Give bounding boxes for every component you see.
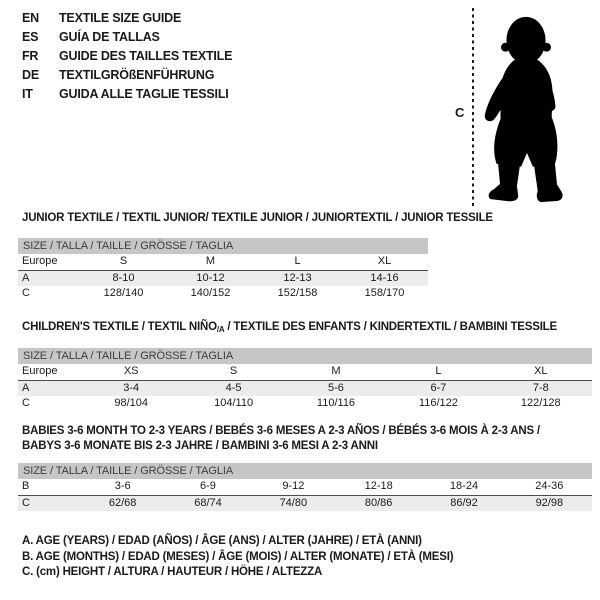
size-cell: XS	[123, 365, 139, 377]
table-row-age	[18, 381, 592, 397]
junior-table-title: JUNIOR TEXTILE / TEXTIL JUNIOR/ TEXTILE JUNIOR / JUNIORTEXTIL / JUNIOR TESSILE	[22, 212, 493, 224]
value-cell: 158/170	[364, 287, 405, 299]
value-cell: 104/110	[214, 397, 254, 409]
size-header-bar: SIZE / TALLA / TAILLE / GRÖSSE / TAGLIA	[18, 348, 592, 364]
value-cell: 86/92	[450, 496, 478, 509]
value-cell: 140/152	[190, 287, 231, 299]
table-row-sizes	[18, 254, 428, 271]
language-row-en	[22, 9, 232, 28]
legend-line-a: A. AGE (YEARS) / EDAD (AÑOS) / ÂGE (ANS) / ALTER (JAHRE) / ETÀ (ANNI)	[22, 535, 422, 547]
baby-silhouette-icon	[477, 8, 575, 206]
legend-line-c: C. (cm) HEIGHT / ALTURA / HAUTEUR / HÖHE / ALTEZZA	[22, 566, 323, 578]
value-cell: 3-4	[123, 381, 140, 394]
height-measure-label: C	[455, 105, 465, 120]
value-cell: 5-6	[328, 381, 344, 394]
region-label: Europe	[22, 255, 58, 267]
language-code: FR	[22, 49, 39, 63]
language-title: GUIDA ALLE TAGLIE TESSILI	[59, 87, 229, 101]
row-label: A	[22, 271, 30, 284]
children-title-subscript: /A	[216, 325, 225, 334]
measurement-legend	[22, 534, 453, 581]
row-label: B	[22, 480, 30, 492]
junior-size-table	[18, 238, 428, 302]
language-code: ES	[22, 30, 39, 44]
table-row-height	[18, 496, 592, 512]
size-header-bar: SIZE / TALLA / TAILLE / GRÖSSE / TAGLIA	[18, 238, 428, 254]
children-size-table	[18, 348, 592, 412]
size-cell: S	[229, 365, 238, 377]
babies-table-title-line2: BABYS 3-6 MONATE BIS 2-3 JAHRE / BAMBINI 3-6 MESI A 2-3 ANNI	[22, 440, 378, 452]
size-cell: XL	[534, 365, 548, 377]
value-cell: 9-12	[282, 480, 305, 492]
table-row-months	[18, 479, 592, 496]
size-cell: S	[119, 255, 128, 267]
value-cell: 6-7	[430, 381, 447, 394]
size-cell: L	[294, 255, 301, 267]
table-row-sizes	[18, 364, 592, 381]
table-row-age	[18, 271, 428, 287]
value-cell: 116/122	[418, 397, 458, 409]
language-title: GUIDE DES TAILLES TEXTILE	[59, 49, 233, 63]
language-title: TEXTILE SIZE GUIDE	[59, 11, 182, 25]
legend-line-b: B. AGE (MONTHS) / EDAD (MESES) / ÂGE (MOIS) / ALTER (MONATE) / ETÀ (MESI)	[22, 550, 454, 563]
value-cell: 3-6	[114, 480, 131, 492]
size-cell: M	[331, 365, 341, 377]
value-cell: 12-13	[283, 271, 312, 284]
size-cell: L	[435, 365, 442, 377]
value-cell: 62/68	[108, 496, 137, 509]
table-row-height	[18, 396, 592, 412]
value-cell: 128/140	[103, 287, 144, 299]
value-cell: 24-36	[535, 480, 564, 492]
language-code: DE	[22, 68, 39, 82]
language-row-fr	[22, 47, 232, 66]
children-title-pre: CHILDREN'S TEXTILE / TEXTIL NIÑO	[22, 321, 217, 333]
value-cell: 74/80	[279, 496, 308, 509]
value-cell: 8-10	[112, 271, 135, 284]
value-cell: 68/74	[194, 496, 222, 509]
children-title-post: / TEXTILE DES ENFANTS / KINDERTEXTIL / BAMBINI TESSILE	[224, 321, 557, 333]
language-title: GUÍA DE TALLAS	[59, 30, 160, 44]
value-cell: 10-12	[196, 271, 225, 284]
language-row-es	[22, 28, 232, 47]
language-row-de	[22, 66, 232, 85]
size-cell: XL	[377, 255, 392, 267]
value-cell: 122/128	[520, 397, 561, 409]
height-measure-dotted-line	[472, 8, 474, 207]
value-cell: 7-8	[532, 381, 549, 394]
language-title-list	[22, 9, 232, 104]
size-cell: M	[205, 255, 216, 267]
value-cell: 92/98	[535, 496, 564, 509]
language-row-it	[22, 85, 232, 104]
row-label: C	[22, 287, 30, 299]
row-label: A	[22, 381, 30, 394]
value-cell: 18-24	[449, 480, 479, 492]
row-label: C	[22, 496, 30, 509]
babies-table-title-line1: BABIES 3-6 MONTH TO 2-3 YEARS / BEBÉS 3-6 MESES A 2-3 AÑOS / BÉBÉS 3-6 MOIS À 2-3 ANS /	[22, 425, 540, 437]
language-code: IT	[22, 87, 33, 101]
size-header-bar: SIZE / TALLA / TAILLE / GRÖSSE / TAGLIA	[18, 463, 592, 479]
value-cell: 14-16	[370, 271, 399, 284]
row-label: C	[22, 397, 30, 409]
children-table-title	[22, 321, 557, 334]
value-cell: 110/116	[316, 397, 356, 409]
language-title: TEXTILGRÖßENFÜHRUNG	[59, 68, 215, 82]
value-cell: 152/158	[277, 287, 318, 299]
babies-size-table	[18, 463, 592, 511]
value-cell: 12-18	[364, 480, 393, 492]
language-code: EN	[22, 11, 39, 25]
value-cell: 80/86	[364, 496, 393, 509]
region-label: Europe	[22, 365, 58, 377]
value-cell: 6-9	[200, 480, 216, 492]
value-cell: 4-5	[225, 381, 242, 394]
table-row-height	[18, 286, 428, 302]
value-cell: 98/104	[114, 397, 149, 409]
